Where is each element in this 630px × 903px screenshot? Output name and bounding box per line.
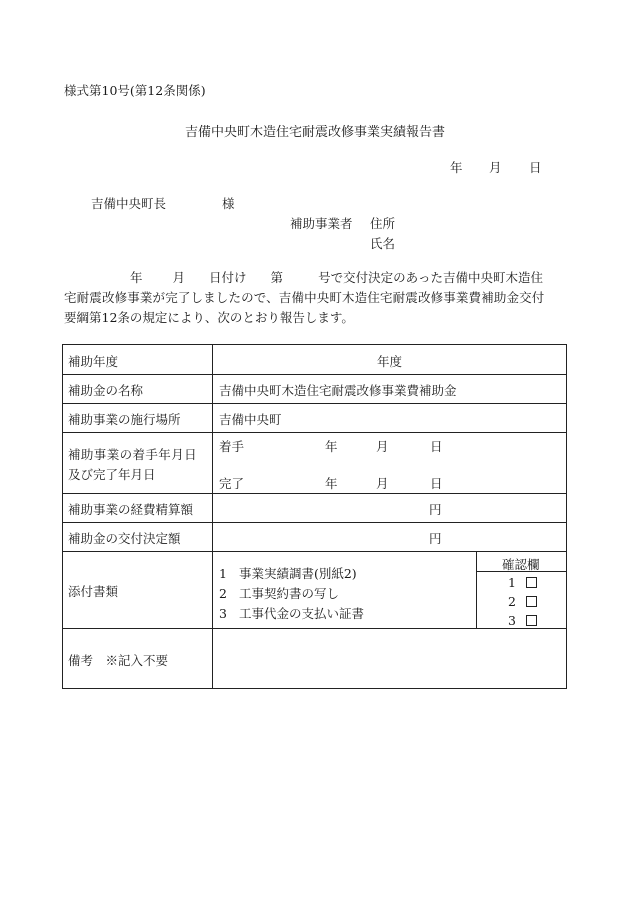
check-number: 1 [508,575,516,590]
applicant-name-label: 氏名 [370,236,396,251]
row-divider [63,374,566,375]
start-year[interactable]: 年 [325,439,338,454]
body-line-3: 要綱第12条の規定により、次のとおり報告します。 [64,310,354,325]
attachment-item [219,564,357,582]
site-label: 補助事業の施行場所 [68,412,181,427]
grant-value[interactable]: 円 [429,531,442,546]
grant-label: 補助金の交付決定額 [68,531,181,546]
applicant-label: 補助事業者 [290,216,353,231]
subsidy-name-value: 吉備中央町木造住宅耐震改修事業費補助金 [219,383,457,398]
date-day-label: 日 [529,160,542,175]
applicant-address-label: 住所 [370,216,396,231]
row-divider [63,522,566,523]
body-line-1 [64,268,580,288]
column-divider [212,345,213,688]
fiscal-year-value[interactable]: 年度 [377,354,403,369]
end-year[interactable]: 年 [325,476,338,491]
date-year-label: 年 [450,160,463,175]
fiscal-year-label: 補助年度 [68,354,119,369]
check-item-3[interactable] [508,613,537,628]
checkbox[interactable] [526,615,537,626]
report-table [62,344,567,689]
row-divider [63,628,566,629]
row-divider [63,551,566,552]
checkbox[interactable] [526,577,537,588]
attachment-number: 1 [219,566,227,581]
attachment-number: 3 [219,606,227,621]
row-divider [63,432,566,433]
report-body [64,268,580,328]
end-day[interactable]: 日 [430,476,443,491]
subsidy-name-label: 補助金の名称 [68,383,144,398]
end-label: 完了 [219,476,245,491]
start-day[interactable]: 日 [430,439,443,454]
check-number: 3 [508,613,516,628]
start-label: 着手 [219,439,245,454]
remarks-field[interactable] [223,635,558,683]
addressee-name: 吉備中央町長 [91,196,167,211]
check-item-1[interactable] [508,575,537,590]
end-month[interactable]: 月 [376,476,389,491]
site-value[interactable]: 吉備中央町 [219,412,282,427]
cost-label: 補助事業の経費精算額 [68,502,194,517]
start-month[interactable]: 月 [376,439,389,454]
body-number-prefix: 第 [270,270,284,285]
attachment-item [219,604,364,622]
document-title: 吉備中央町木造住宅耐震改修事業実績報告書 [184,125,445,140]
attachments-label: 添付書類 [68,584,119,599]
attachment-number: 2 [219,586,227,601]
body-year: 年 [130,270,143,285]
check-item-2[interactable] [508,594,537,609]
addressee-honorific: 様 [222,196,235,211]
attachment-text: 工事代金の支払い証書 [238,606,364,621]
attachment-text: 工事契約書の写し [238,586,339,601]
date-month-label: 月 [489,160,502,175]
period-label-1: 補助事業の着手年月日 [68,447,198,462]
body-dated: 日付け [209,270,247,285]
check-number: 2 [508,594,516,609]
attachment-item [219,584,339,602]
body-line-2: 宅耐震改修事業が完了しましたので、吉備中央町木造住宅耐震改修事業費補助金交付 [64,290,545,305]
check-column-header: 確認欄 [502,557,540,572]
form-number: 様式第10号(第12条関係) [64,83,206,98]
cost-value[interactable]: 円 [429,502,442,517]
row-divider [63,493,566,494]
check-column-divider [476,551,477,628]
period-label-2: 及び完了年月日 [68,467,156,482]
checkbox[interactable] [526,596,537,607]
row-divider [63,403,566,404]
attachment-text: 事業実績調書(別紙2) [238,566,357,581]
body-line-1-rest: 号で交付決定のあった吉備中央町木造住 [318,270,543,285]
remarks-label: 備考 ※記入不要 [68,653,169,668]
body-month: 月 [172,270,186,285]
